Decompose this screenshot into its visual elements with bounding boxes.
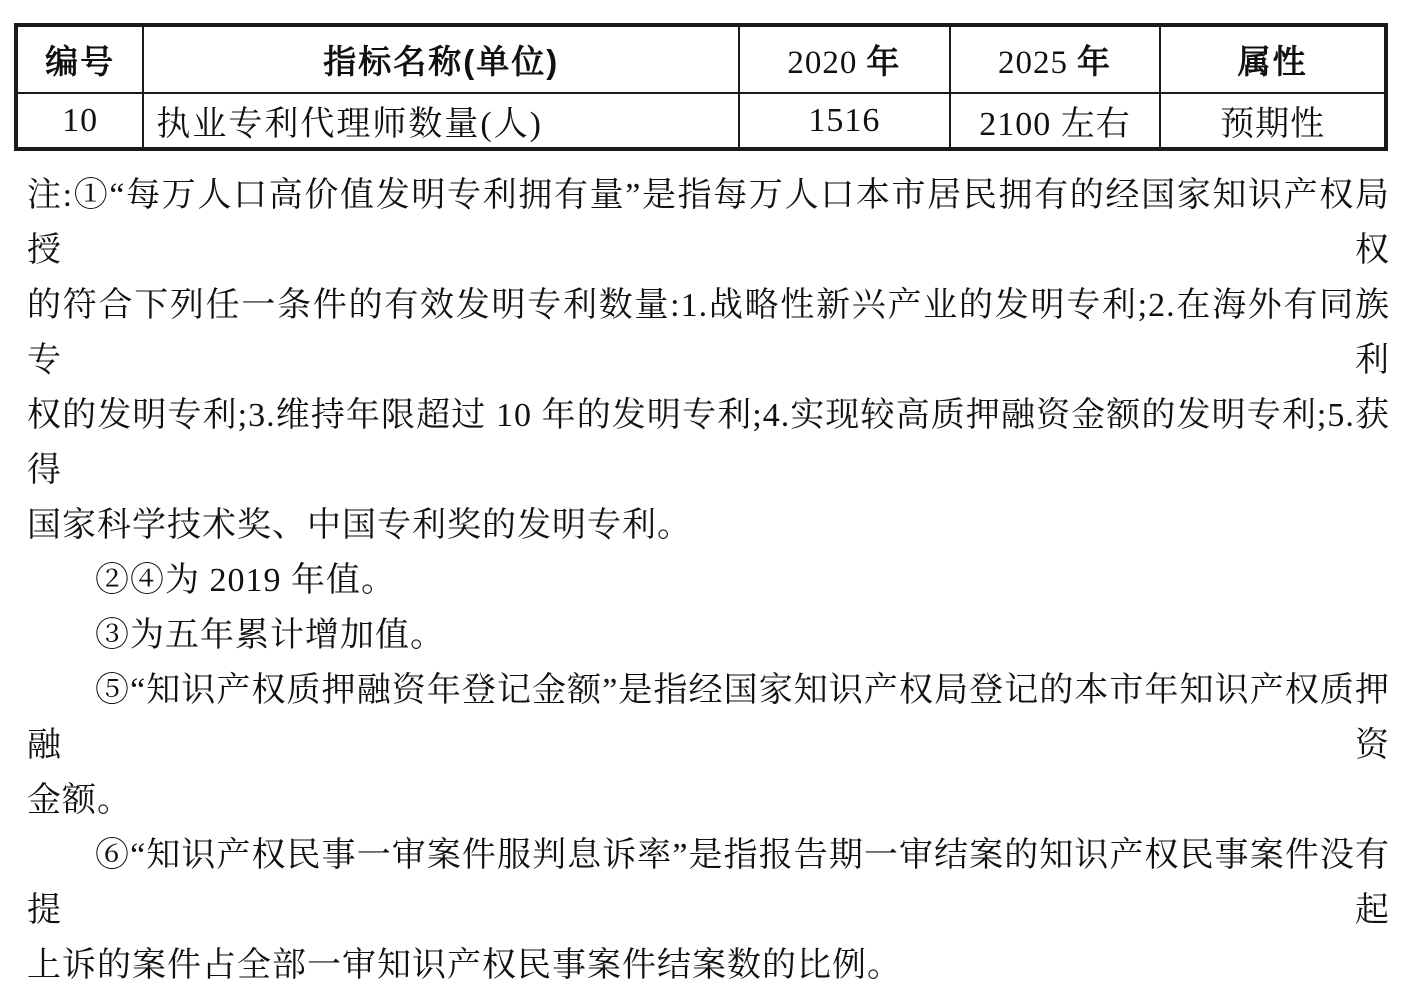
note-line-2: 的符合下列任一条件的有效发明专利数量:1.战略性新兴产业的发明专利;2.在海外有同族专利 bbox=[27, 287, 1390, 379]
col-header-indicator-name bbox=[143, 25, 739, 93]
table-header-row bbox=[16, 25, 1386, 93]
cell-row-number: 10 bbox=[16, 93, 143, 149]
cell-indicator-name: 执业专利代理师数量(人) bbox=[143, 93, 739, 149]
col-header-number-label: 编号 bbox=[45, 43, 116, 80]
note-line-5: ②④为 2019 年值。 bbox=[95, 562, 396, 599]
note-line-7: ⑤“知识产权质押融资年登记金额”是指经国家知识产权局登记的本市年知识产权质押融资 bbox=[27, 672, 1390, 764]
col-header-year-2020 bbox=[739, 25, 950, 93]
col-header-2020-unit: 年 bbox=[866, 43, 902, 80]
notes-section bbox=[27, 168, 1390, 993]
note-line-9: ⑥“知识产权民事一审案件服判息诉率”是指报告期一审结案的知识产权民事案件没有提起 bbox=[27, 837, 1390, 929]
note-line-1: 注:①“每万人口高价值发明专利拥有量”是指每万人口本市居民拥有的经国家知识产权局授权 bbox=[27, 177, 1390, 269]
note-line-8: 金额。 bbox=[27, 782, 132, 819]
cell-2025-value: 2100 左右 bbox=[950, 93, 1161, 149]
col-header-attribute bbox=[1160, 25, 1386, 93]
cell-attribute-value: 预期性 bbox=[1160, 93, 1386, 149]
note-line-4: 国家科学技术奖、中国专利奖的发明专利。 bbox=[27, 507, 692, 544]
col-header-attribute-label: 属性 bbox=[1237, 43, 1308, 80]
col-header-2025-unit: 年 bbox=[1077, 43, 1112, 80]
note-line-10: 上诉的案件占全部一审知识产权民事案件结案数的比例。 bbox=[27, 947, 902, 984]
table-row bbox=[16, 93, 1386, 149]
col-header-2020-number: 2020 bbox=[787, 45, 858, 81]
col-header-year-2025 bbox=[950, 25, 1161, 93]
cell-2020-value: 1516 bbox=[739, 93, 950, 149]
col-header-number bbox=[16, 25, 143, 93]
col-header-2025-number: 2025 bbox=[998, 45, 1068, 81]
indicator-table bbox=[14, 23, 1388, 151]
note-line-6: ③为五年累计增加值。 bbox=[95, 617, 445, 654]
note-line-3: 权的发明专利;3.维持年限超过 10 年的发明专利;4.实现较高质押融资金额的发明专利;5.获得 bbox=[27, 397, 1390, 489]
col-header-indicator-name-label: 指标名称(单位) bbox=[323, 43, 560, 80]
